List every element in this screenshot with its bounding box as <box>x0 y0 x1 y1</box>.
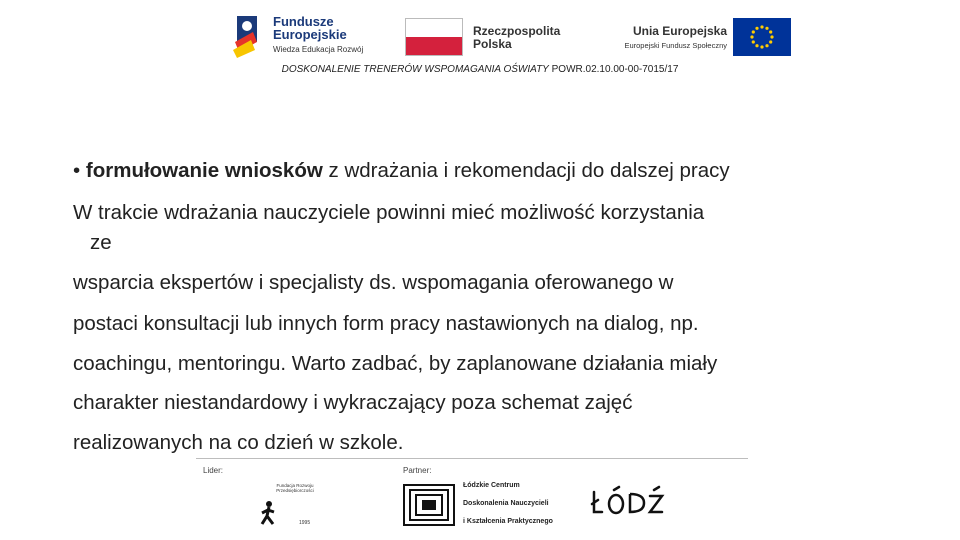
header-logo-bar <box>233 12 791 60</box>
project-reference <box>0 64 960 75</box>
partners-footer <box>200 464 680 534</box>
body-line-5: postaci konsultacji lub innych form pracy nastawionych na dialog, np. <box>73 312 699 335</box>
project-title: DOSKONALENIE TRENERÓW WSPOMAGANIA OŚWIATY <box>281 64 549 75</box>
bullet-line-rest: z wdrażania i rekomendacji do dalszej pracy <box>322 159 730 182</box>
partner-name-line3: i Kształcenia Praktycznego <box>463 518 553 525</box>
ue-title: Unia Europejska <box>632 24 727 38</box>
fe-subtitle: Wiedza Edukacja Rozwój <box>273 45 364 54</box>
partner-name-line1: Łódzkie Centrum <box>463 482 520 489</box>
body-line-8: realizowanych na co dzień w szkole. <box>73 431 404 454</box>
project-code: POWR.02.10.00-00-7015/17 <box>548 64 679 75</box>
lider-year: 1995 <box>299 520 311 526</box>
body-line-3: ze <box>90 231 112 254</box>
fundusze-europejskie-mark-icon <box>233 12 267 58</box>
bullet-line <box>73 159 730 183</box>
footer-divider <box>196 458 748 459</box>
fundusze-europejskie-logo <box>233 12 383 58</box>
partner-logo <box>403 480 563 528</box>
body-line-4: wsparcia ekspertów i specjalisty ds. wspomagania oferowanego w <box>73 271 674 294</box>
fe-title-line1: Fundusze <box>273 14 334 29</box>
unia-europejska-logo <box>601 18 791 58</box>
ue-subtitle: Europejski Fundusz Społeczny <box>624 41 727 50</box>
rp-title-line1: Rzeczpospolita <box>473 24 561 38</box>
body-line-7: charakter niestandardowy i wykraczający poza schemat zajęć <box>73 391 633 414</box>
eu-flag-icon <box>733 18 791 56</box>
lider-logo <box>257 478 327 530</box>
body-line-6: coachingu, mentoringu. Warto zadbać, by zaplanowane działania miały <box>73 352 718 375</box>
walking-figure-icon <box>257 478 327 530</box>
bullet-marker: • <box>73 159 81 182</box>
fe-title-line2: Europejskie <box>273 27 347 42</box>
body-line-2: W trakcie wdrażania nauczyciele powinni mieć możliwość korzystania <box>73 201 705 224</box>
lider-name: Fundacja Rozwoju Przedsiębiorczości <box>276 483 314 493</box>
poland-flag-icon <box>405 18 463 56</box>
partner-name-line2: Doskonalenia Nauczycieli <box>463 500 549 507</box>
rp-title-line2: Polska <box>473 37 512 51</box>
lider-label: Lider: <box>203 466 224 475</box>
partner-square-emblem-icon <box>403 484 455 526</box>
bold-lead-text: formułowanie wniosków <box>85 159 323 182</box>
rzeczpospolita-polska-logo <box>405 18 575 58</box>
lodz-city-logo-icon <box>588 484 668 520</box>
partner-label: Partner: <box>403 466 432 475</box>
